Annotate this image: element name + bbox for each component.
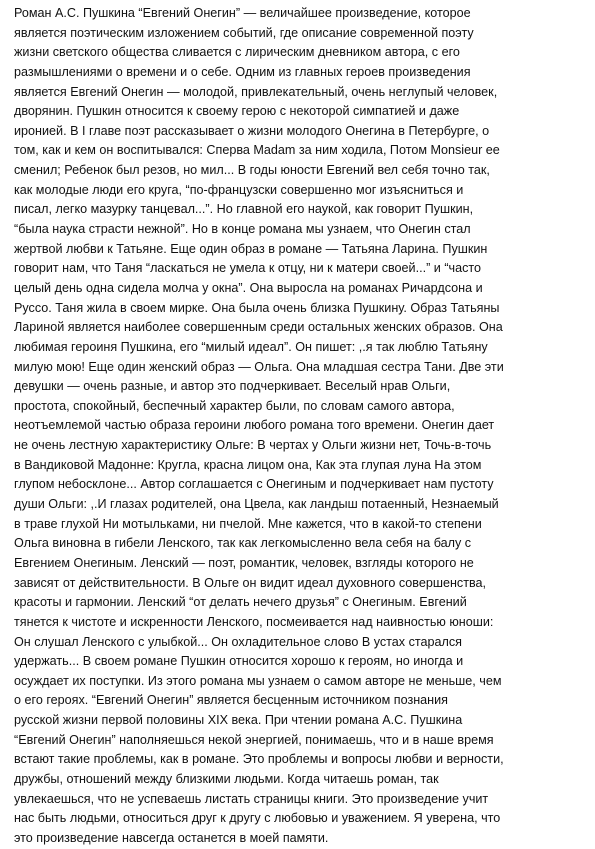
- text-line: иронией. В I главе поэт рассказывает о жизни молодого Онегина в Петербурге, о: [14, 123, 490, 138]
- text-line: любимая героиня Пушкина, его “милый идеал”. Он пишет: ,.я так люблю Татьяну: [14, 339, 488, 354]
- text-line: том, как и кем он воспитывался: Сперва Madam за ним ходила, Потом Monsieur ее: [14, 143, 500, 158]
- text-line: глупом небосклоне... Автор соглашается с Онегиным и подчеркивает нам пустоту: [14, 477, 494, 492]
- text-line: сменил; Ребенок был резов, но мил... В годы юности Евгений вел себя точно так,: [14, 163, 490, 178]
- text-line: милую мою! Еще один женский образ — Ольга. Она младшая сестра Тани. Две эти: [14, 359, 504, 374]
- text-line: Роман А.С. Пушкина “Евгений Онегин” — величайшее произведение, которое: [14, 6, 471, 20]
- text-line: Руссо. Таня жила в своем мирке. Она была очень близка Пушкину. Образ Татьяны: [14, 300, 500, 315]
- text-line: Он слушал Ленского с улыбкой... Он охладительное слово В устах старался: [14, 634, 463, 649]
- text-line: Лариной является наиболее совершенным среди остальных женских образов. Она: [14, 320, 503, 335]
- text-line: зависят от действительности. В Ольге он видит идеал духовного совершенства,: [14, 575, 487, 590]
- text-line: неотъемлемой частью образа героини любого романа того времени. Онегин дает: [14, 418, 495, 433]
- text-line: размышлениями о времени и о себе. Одним из главных героев произведения: [14, 64, 471, 79]
- text-line: является Евгений Онегин — молодой, привлекательный, очень неглупый человек,: [14, 84, 498, 99]
- text-line: “была наука страсти нежной”. Но в конце романа мы узнаем, что Онегин стал: [14, 222, 471, 237]
- text-line: это произведение навсегда останется в моей памяти.: [14, 830, 329, 845]
- text-line: души Ольги: ,.И глазах родителей, она Цвела, как ландыш потаенный, Незнаемый: [14, 497, 499, 512]
- text-line: целый день одна сидела молча у окна”. Она выросла на романах Ричардсона и: [14, 280, 483, 295]
- text-line: говорит нам, что Таня “ласкаться не умела к отцу, ни к матери своей...” и “часто: [14, 261, 481, 276]
- text-line: в Вандиковой Мадонне: Кругла, красна лицом она, Как эта глупая луна На этом: [14, 457, 482, 472]
- text-line: как молодые люди его круга, “по-французски совершенно мог изъясниться и: [14, 182, 464, 197]
- text-line: дворянин. Пушкин относится к своему герою с некоторой симпатией и даже: [14, 104, 460, 119]
- essay-text: [14, 4, 586, 849]
- text-line: жизни светского общества сливается с лирическим дневником автора, с его: [14, 45, 460, 60]
- text-line: нас быть людьми, относиться друг к другу с любовью и уважением. Я уверена, что: [14, 811, 501, 826]
- text-line: писал, легко мазурку танцевал...”. Но главной его наукой, как говорит Пушкин,: [14, 202, 474, 217]
- text-line: тянется к чистоте и искренности Ленского, посмеивается над наивностью юноши:: [14, 614, 494, 629]
- text-line: встают такие проблемы, как в романе. Это проблемы и вопросы любви и верности,: [14, 752, 504, 767]
- text-line: дружбы, отношений между близкими людьми. Когда читаешь роман, так: [14, 771, 439, 786]
- text-line: Ольга виновна в гибели Ленского, так как легкомысленно вела себя на балу с: [14, 536, 472, 551]
- text-line: удержать... В своем романе Пушкин относится хорошо к героям, но иногда и: [14, 654, 464, 669]
- text-line: является поэтическим изложением событий, где описание современной поэту: [14, 25, 474, 40]
- text-line: Евгением Онегиным. Ленский — поэт, романтик, человек, взгляды которого не: [14, 555, 474, 570]
- text-line: русской жизни первой половины XIX века. При чтении романа А.С. Пушкина: [14, 713, 463, 728]
- text-line: в траве глухой Ни мотыльками, ни пчелой. Мне кажется, что в какой-то степени: [14, 516, 482, 531]
- text-line: девушки — очень разные, и автор это подчеркивает. Веселый нрав Ольги,: [14, 379, 451, 394]
- text-line: не очень лестную характеристику Ольге: В чертах у Ольги жизни нет, Точь-в-точь: [14, 438, 492, 453]
- text-line: о его героях. “Евгений Онегин” является бесценным источником познания: [14, 693, 448, 708]
- text-line: “Евгений Онегин” наполняешься некой энергией, понимаешь, что и в наше время: [14, 732, 494, 747]
- text-line: красоты и гармонии. Ленский “от делать нечего друзья” с Онегиным. Евгений: [14, 595, 467, 610]
- text-line: простота, спокойный, беспечный характер были, по словам самого автора,: [14, 398, 455, 413]
- text-line: жертвой любви к Татьяне. Еще один образ в романе — Татьяна Ларина. Пушкин: [14, 241, 488, 256]
- text-line: осуждает их поступки. Из этого романа мы узнаем о самом авторе не меньше, чем: [14, 673, 502, 688]
- text-line: увлекаешься, что не успеваешь листать страницы книги. Это произведение учит: [14, 791, 489, 806]
